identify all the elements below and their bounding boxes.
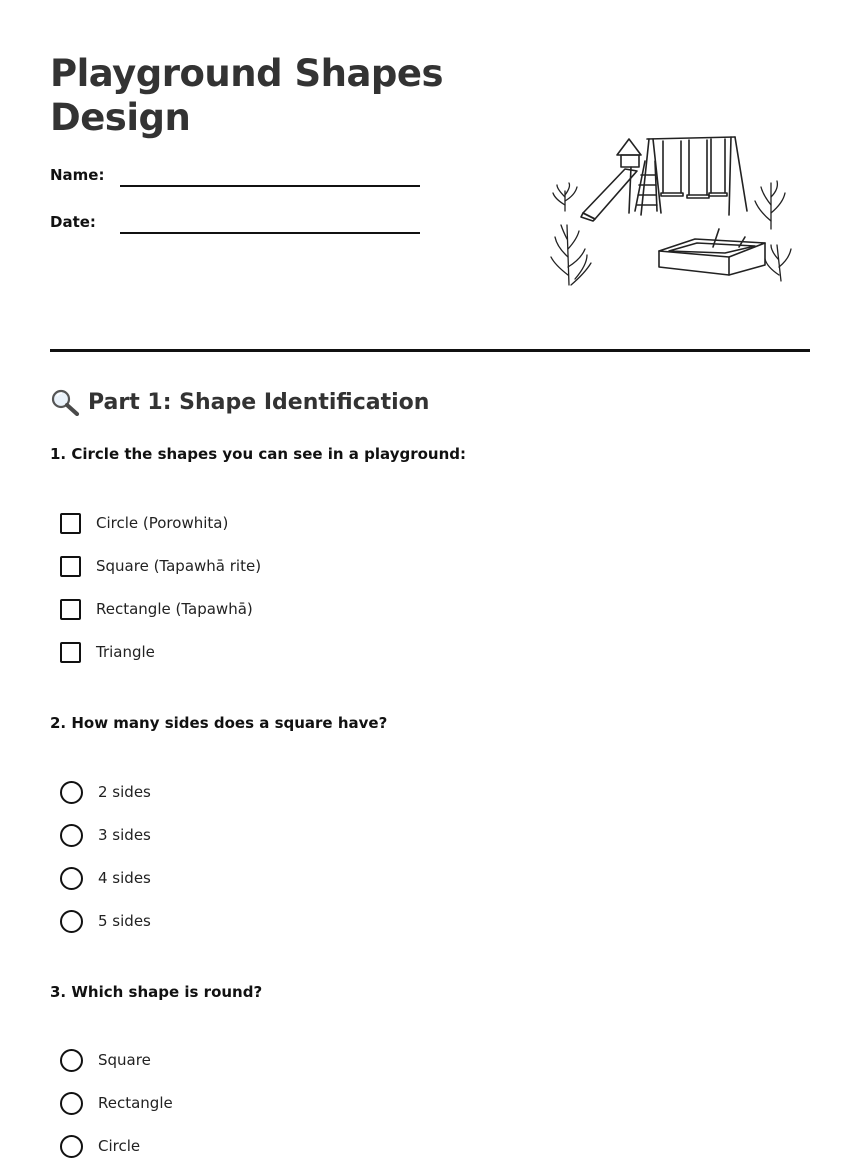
date-field [50, 213, 420, 243]
question-1: 1. Circle the shapes you can see in a playground: [50, 445, 467, 463]
q2-option-4-sides[interactable] [60, 866, 151, 890]
option-label: 3 sides [98, 826, 151, 844]
option-label: 5 sides [98, 912, 151, 930]
q2-option-2-sides[interactable] [60, 780, 151, 804]
option-label: Rectangle (Tapawhā) [96, 600, 253, 618]
q3-option-square[interactable] [60, 1048, 151, 1072]
radio-button[interactable] [60, 781, 83, 804]
radio-button[interactable] [60, 1092, 83, 1115]
radio-button[interactable] [60, 910, 83, 933]
name-label: Name: [50, 166, 105, 184]
question-3: 3. Which shape is round? [50, 983, 263, 1001]
option-label: 4 sides [98, 869, 151, 887]
checkbox[interactable] [60, 556, 81, 577]
checkbox[interactable] [60, 513, 81, 534]
q2-option-5-sides[interactable] [60, 909, 151, 933]
radio-button[interactable] [60, 1049, 83, 1072]
option-label: Circle (Porowhita) [96, 514, 229, 532]
name-input-line[interactable] [120, 185, 420, 187]
q3-option-rectangle[interactable] [60, 1091, 173, 1115]
page-title: Playground Shapes Design [50, 52, 444, 139]
option-label: 2 sides [98, 783, 151, 801]
q2-option-3-sides[interactable] [60, 823, 151, 847]
date-input-line[interactable] [120, 232, 420, 234]
option-label: Circle [98, 1137, 141, 1155]
checkbox[interactable] [60, 642, 81, 663]
option-label: Rectangle [98, 1094, 173, 1112]
radio-button[interactable] [60, 1135, 83, 1158]
option-label: Square (Tapawhā rite) [96, 557, 262, 575]
radio-button[interactable] [60, 824, 83, 847]
option-label: Square [98, 1051, 151, 1069]
option-label: Triangle [96, 643, 155, 661]
part1-title: Part 1: Shape Identification [88, 389, 430, 415]
q1-option-triangle[interactable] [60, 640, 155, 664]
q1-option-circle[interactable] [60, 511, 228, 535]
radio-button[interactable] [60, 867, 83, 890]
q1-option-rectangle[interactable] [60, 597, 253, 621]
name-field [50, 166, 420, 196]
magnifier-icon [50, 388, 80, 416]
date-label: Date: [50, 213, 96, 231]
playground-illustration [545, 125, 795, 295]
section-divider [50, 349, 810, 352]
question-2: 2. How many sides does a square have? [50, 714, 388, 732]
part1-heading [50, 388, 429, 416]
checkbox[interactable] [60, 599, 81, 620]
q1-option-square[interactable] [60, 554, 261, 578]
q3-option-circle[interactable] [60, 1134, 140, 1158]
